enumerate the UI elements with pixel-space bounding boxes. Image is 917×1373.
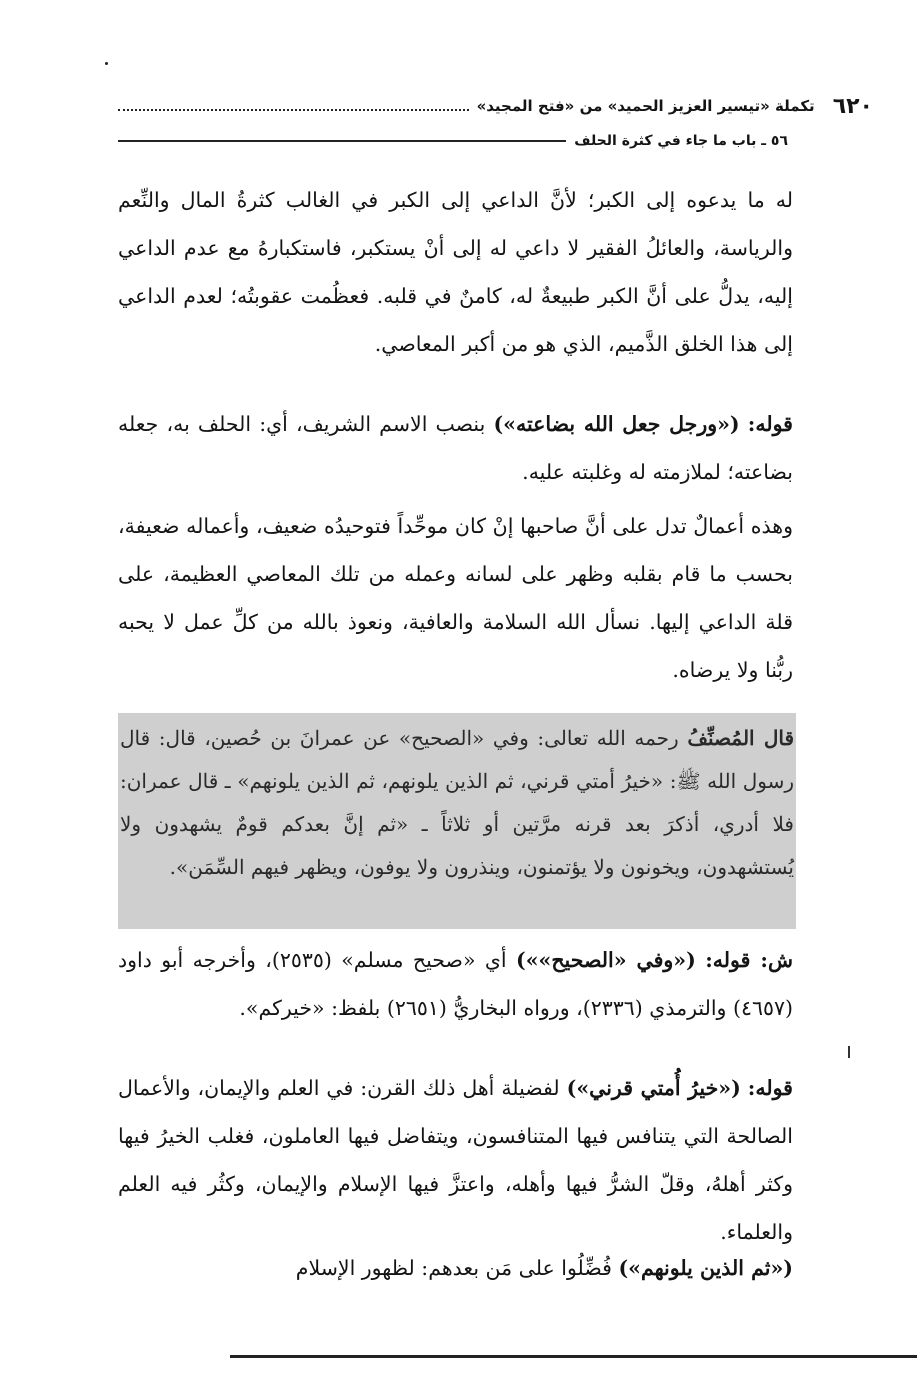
paragraph-4 — [118, 936, 793, 1032]
footer-rule — [230, 1355, 917, 1358]
paragraph-2-label: قوله: — [747, 412, 793, 436]
paragraph-2-text: بنصب الاسم الشريف، أي: الحلف به، جعله بضاعته؛ لملازمته له وغلبته عليه. — [118, 412, 793, 484]
chapter-header — [118, 128, 788, 154]
paragraph-6-quote: («ثم الذين يلونهم») — [618, 1256, 793, 1280]
paragraph-6 — [118, 1244, 793, 1292]
paragraph-5 — [118, 1064, 793, 1256]
paragraph-5-quote: («خيرُ أُمتي قرني») — [566, 1076, 741, 1100]
header-rule — [118, 140, 566, 142]
quote-text: رحمه الله تعالى: وفي «الصحيح» عن عمرانَ بن حُصين، قال: قال رسول الله ﷺ: «خيرُ أمتي قرني، ثم الذين يلونهم، ثم الذين يلونهم» ـ قال عمران: فلا أدري، أذكرَ بعد قرنه مرَّتين أو ثلاثاً ـ «ثم إنَّ بعدكم قومٌ يشهدون ولا يُستشهدون، ويخونون ولا يؤتمنون، وينذرون ولا يوفون، ويظهر فيهم السِّمَن». — [120, 726, 794, 879]
chapter-title: ٥٦ ـ باب ما جاء في كثرة الحلف — [574, 133, 788, 149]
paragraph-1: له ما يدعوه إلى الكبر؛ لأنَّ الداعي إلى الكبر في الغالب كثرةُ المال والنِّعم والرياسة، والعائلُ الفقير لا داعي له إلى أنْ يستكبر، فاستكبارهُ مع عدم الداعي إليه، يدلُّ على أنَّ الكبر طبيعةٌ له، كامنٌ في قلبه. فعظُمت عقوبتُه؛ لعدم الداعي إلى هذا الخلق الذَّميم، الذي هو من أكبر المعاصي. — [118, 188, 793, 356]
page-number: ٦٢٠ — [832, 93, 873, 119]
paragraph-6-text: فُضِّلُوا على مَن بعدهم: لظهور الإسلام — [295, 1256, 612, 1280]
book-title: تكملة «تيسير العزيز الحميد» من «فتح المجيد» — [476, 97, 815, 115]
paragraph-2-quote: («ورجل جعل الله بضاعته») — [493, 412, 740, 436]
running-header — [118, 92, 873, 120]
speck-mark — [105, 62, 108, 65]
dotted-leader — [118, 101, 469, 111]
paragraph-4-label: ش: قوله: — [705, 948, 793, 972]
paragraph-3: وهذه أعمالٌ تدل على أنَّ صاحبها إنْ كان موحِّداً فتوحيدُه ضعيف، وأعماله ضعيفة، بحسب ما قام بقلبه وظهر على لسانه وعمله من تلك المعاصي العظيمة، على قلة الداعي إليها. نسأل الله السلامة والعافية، ونعوذ بالله من كلِّ عمل لا يحبه ربُّنا ولا يرضاه. — [118, 514, 793, 682]
paragraph-4-quote: («وفي «الصحيح»») — [516, 948, 696, 972]
paragraph-5-label: قوله: — [747, 1076, 793, 1100]
highlighted-quote-block — [118, 713, 796, 929]
margin-mark — [848, 1046, 850, 1058]
quote-label: قال المُصنِّفُ — [687, 726, 795, 750]
paragraph-2 — [118, 400, 793, 496]
paragraph-5-text: لفضيلة أهل ذلك القرن: في العلم والإيمان، والأعمال الصالحة التي يتنافس فيها المتنافسون، ويتفاضل فيها العاملون، فغلب الخيرُ فيها وكثر أهلهُ، وقلّ الشرُّ فيها وأهله، واعتزَّ فيها الإسلام والإيمان، وكثُر فيه العلم والعلماء. — [118, 1076, 793, 1244]
paragraph-4-text: أي «صحيح مسلم» (٢٥٣٥)، وأخرجه أبو داود (٤٦٥٧) والترمذي (٢٣٣٦)، ورواه البخاريُّ (٢٦٥١) بلفظ: «خيركم». — [118, 948, 793, 1020]
